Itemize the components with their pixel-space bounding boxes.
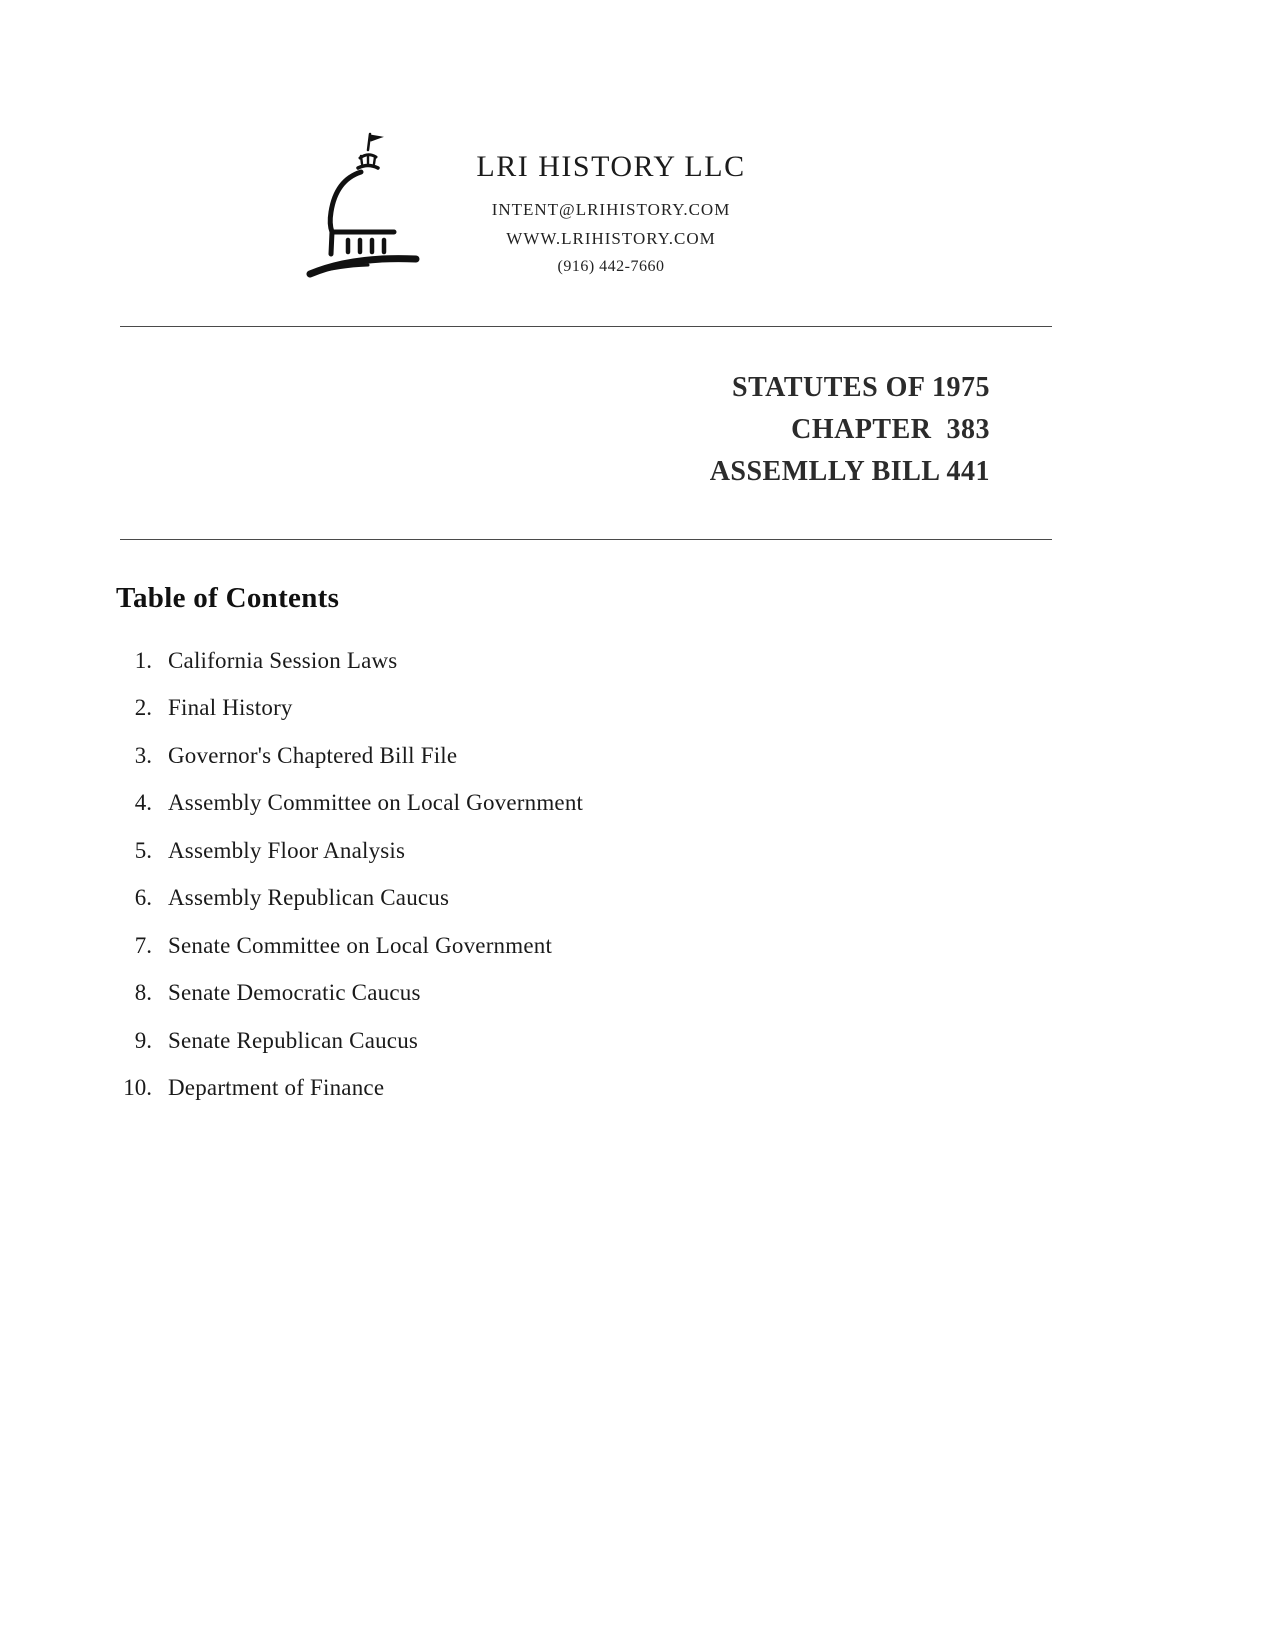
company-name: LRI HISTORY LLC xyxy=(476,150,746,183)
toc-item-label: Senate Committee on Local Government xyxy=(168,932,553,958)
document-title-block xyxy=(0,367,990,493)
toc-item xyxy=(116,886,1276,909)
table-of-contents xyxy=(0,582,1276,1100)
toc-item-number: 1. xyxy=(134,648,152,673)
toc-item-label: Assembly Floor Analysis xyxy=(168,837,406,863)
toc-item-number: 9. xyxy=(134,1027,152,1053)
toc-item-number: 3. xyxy=(134,742,152,768)
toc-item xyxy=(116,744,1276,767)
toc-item-number: 8. xyxy=(134,980,152,1006)
toc-item-number: 5. xyxy=(134,837,152,863)
toc-item-label: Senate Democratic Caucus xyxy=(168,980,421,1006)
toc-item-label: Final History xyxy=(168,695,293,721)
toc-list xyxy=(116,649,1276,1100)
divider-top xyxy=(120,326,1052,327)
company-phone: (916) 442-7660 xyxy=(557,258,665,275)
letterhead-text xyxy=(476,128,746,276)
toc-item-label: Senate Republican Caucus xyxy=(168,1027,419,1053)
title-statutes: STATUTES OF 1975 xyxy=(732,372,990,403)
toc-item-label: Governor's Chaptered Bill File xyxy=(168,742,458,768)
toc-item xyxy=(116,1076,1276,1099)
title-bill: ASSEMLLY BILL 441 xyxy=(709,456,990,487)
toc-item-label: California Session Laws xyxy=(168,648,398,673)
toc-item xyxy=(116,981,1276,1004)
toc-item xyxy=(116,649,1276,672)
toc-item-label: Assembly Republican Caucus xyxy=(168,885,450,911)
divider-bottom xyxy=(120,539,1052,540)
toc-item-number: 7. xyxy=(134,932,152,958)
toc-item xyxy=(116,696,1276,719)
toc-item-label: Department of Finance xyxy=(168,1075,385,1101)
company-email: INTENT@LRIHISTORY.COM xyxy=(491,200,731,219)
capitol-dome-icon xyxy=(298,128,438,288)
toc-item-number: 4. xyxy=(134,790,152,816)
company-logo xyxy=(298,128,438,288)
company-website: WWW.LRIHISTORY.COM xyxy=(506,229,716,248)
toc-item xyxy=(116,839,1276,862)
toc-item xyxy=(116,934,1276,957)
toc-item xyxy=(116,1029,1276,1052)
title-chapter: CHAPTER 383 xyxy=(791,414,990,445)
letterhead xyxy=(0,0,1276,288)
toc-item xyxy=(116,791,1276,814)
toc-item-label: Assembly Committee on Local Government xyxy=(168,790,584,816)
toc-item-number: 6. xyxy=(134,885,152,911)
toc-heading: Table of Contents xyxy=(116,582,340,614)
toc-item-number: 2. xyxy=(134,695,152,721)
toc-item-number: 10. xyxy=(123,1075,152,1101)
